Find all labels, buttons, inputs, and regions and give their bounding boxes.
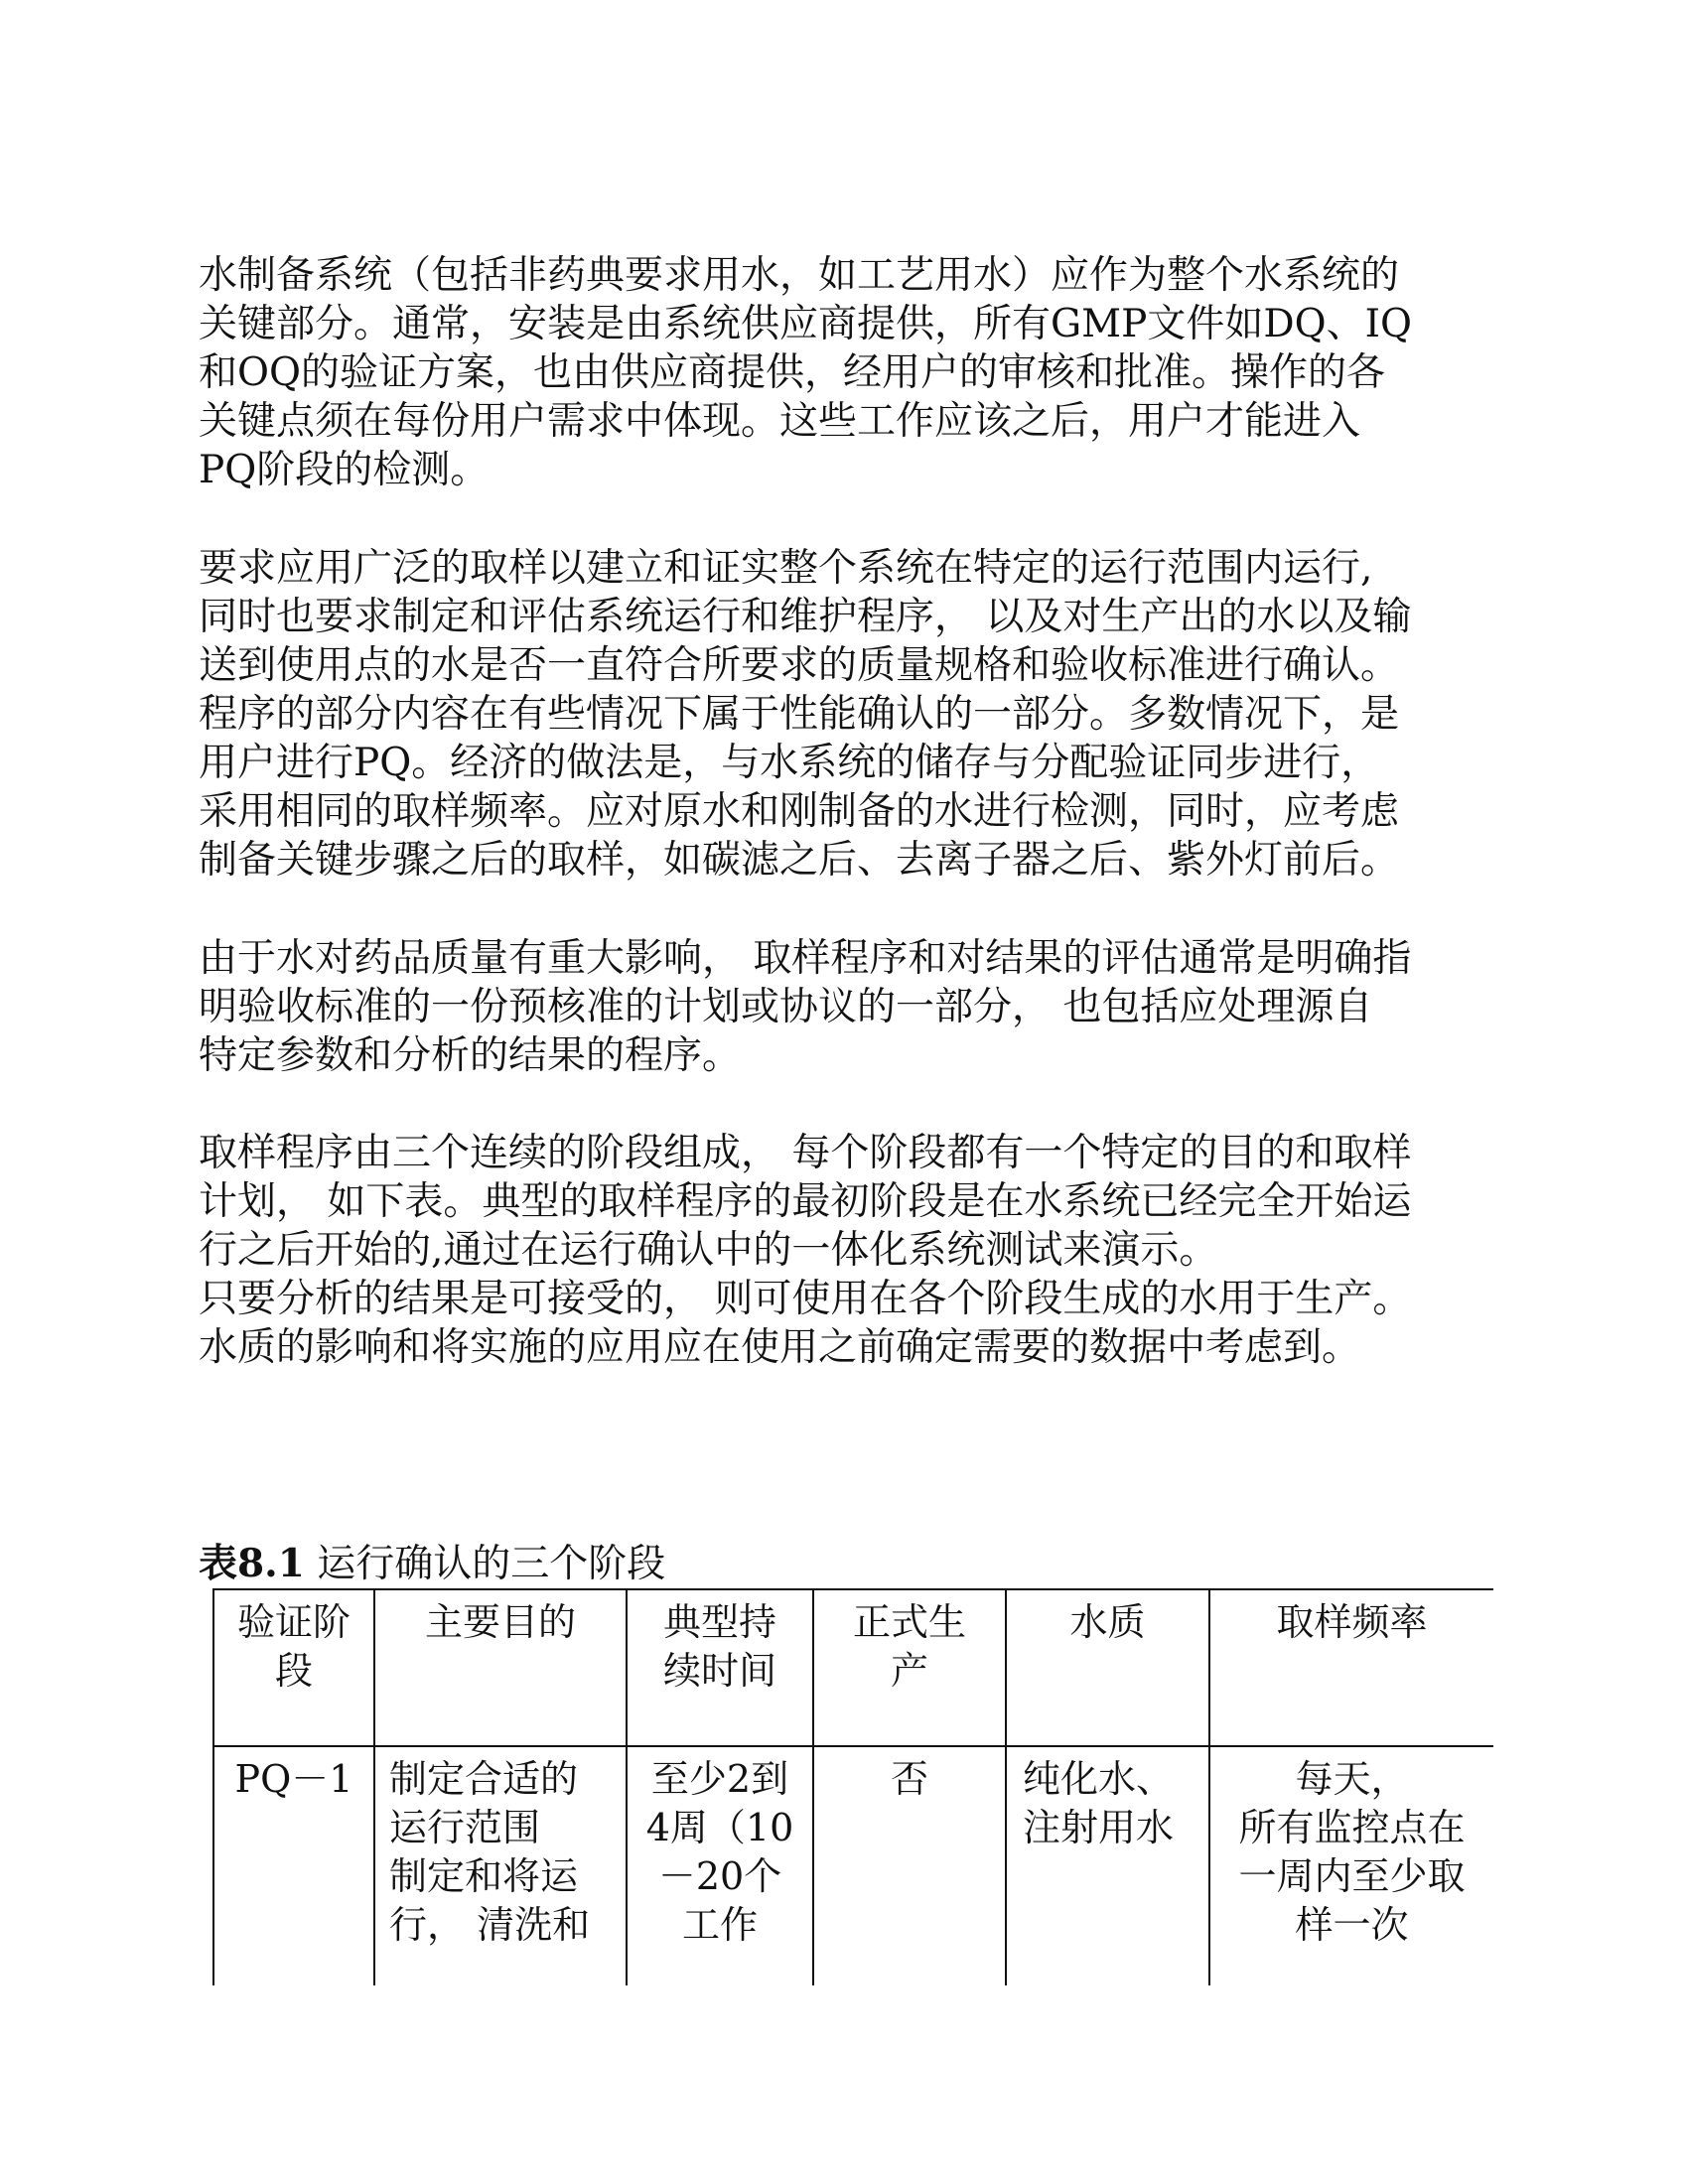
paragraph-line: 和OQ的验证方案，也由供应商提供，经用户的审核和批准。操作的各 (199, 350, 1385, 395)
cell-line: 一周内至少取 (1238, 1854, 1466, 1898)
paragraph-line: 制备关键步骤之后的取样，如碳滤之后、去离子器之后、紫外灯前后。 (199, 838, 1400, 883)
table-cell-water-quality (1023, 1755, 1206, 1852)
paragraph-line: 行之后开始的,通过在运行确认中的一体化系统测试来演示。 (199, 1228, 1218, 1273)
table-caption-text: 运行确认的三个阶段 (304, 1542, 666, 1586)
table-cell-sampling-frequency (1210, 1755, 1493, 1950)
cell-line: 样一次 (1295, 1903, 1409, 1947)
header-line: 水质 (1069, 1600, 1146, 1644)
cell-line: 行， 清洗和 (389, 1903, 591, 1947)
paragraph-line: PQ阶段的检测。 (199, 448, 490, 492)
cell-line: 4周（10 (645, 1806, 794, 1849)
paragraph-line: 取样程序由三个连续的阶段组成， 每个阶段都有一个特定的目的和取样 (199, 1131, 1412, 1175)
table-header-duration (628, 1598, 812, 1696)
cell-line: 否 (890, 1757, 928, 1801)
header-line: 续时间 (662, 1649, 776, 1693)
table-cell-production (814, 1755, 1005, 1804)
paragraph-line: 程序的部分内容在有些情况下属于性能确认的一部分。多数情况下，是 (199, 692, 1400, 737)
paragraph-line: 要求应用广泛的取样以建立和证实整个系统在特定的运行范围内运行, (199, 546, 1373, 591)
paragraph-line: 水质的影响和将实施的应用应在使用之前确定需要的数据中考虑到。 (199, 1325, 1361, 1370)
paragraph-quality-impact (199, 934, 1489, 1080)
operation-qualification-table (212, 1588, 1493, 1985)
cell-line: 注射用水 (1023, 1806, 1175, 1849)
cell-line: 所有监控点在 (1238, 1806, 1466, 1849)
paragraph-line: 关键部分。通常，安装是由系统供应商提供，所有GMP文件如DQ、IQ (199, 302, 1412, 346)
cell-line: 工作 (681, 1903, 758, 1947)
paragraph-line: 用户进行PQ。经济的做法是，与水系统的储存与分配验证同步进行， (199, 741, 1380, 785)
table-column-rule (1005, 1588, 1007, 1985)
table-header-water-quality (1007, 1598, 1208, 1647)
cell-line: 运行范围 (389, 1806, 541, 1849)
table-top-rule (212, 1588, 1493, 1590)
paragraph-line: 计划， 如下表。典型的取样程序的最初阶段是在水系统已经完全开始运 (199, 1179, 1412, 1224)
table-header-production (814, 1598, 1005, 1696)
cell-line: 制定合适的 (389, 1757, 579, 1801)
table-cell-purpose (389, 1755, 624, 1950)
table-header-sampling-frequency (1210, 1598, 1493, 1647)
table-cell-duration (628, 1755, 812, 1950)
paragraph-line: 特定参数和分析的结果的程序。 (199, 1033, 742, 1078)
header-line: 取样频率 (1276, 1600, 1428, 1644)
paragraph-line: 同时也要求制定和评估系统运行和维护程序， 以及对生产出的水以及输 (199, 595, 1412, 639)
paragraph-sampling-requirements (199, 544, 1489, 885)
table-caption (199, 1539, 665, 1589)
paragraph-line: 关键点须在每份用户需求中体现。这些工作应该之后，用户才能进入 (199, 399, 1361, 444)
cell-line: －20个 (657, 1854, 782, 1898)
table-header-purpose (375, 1598, 626, 1647)
header-line: 主要目的 (424, 1600, 576, 1644)
table-cell-phase (214, 1755, 373, 1804)
paragraph-line: 明验收标准的一份预核准的计划或协议的一部分， 也包括应处理源自 (199, 985, 1373, 1029)
paragraph-line: 送到使用点的水是否一直符合所要求的质量规格和验收标准进行确认。 (199, 643, 1400, 688)
cell-line: 至少2到 (650, 1757, 789, 1801)
paragraph-sampling-phases (199, 1129, 1489, 1372)
paragraph-line: 只要分析的结果是可接受的， 则可使用在各个阶段生成的水用于生产。 (199, 1277, 1412, 1321)
paragraph-line: 水制备系统（包括非药典要求用水，如工艺用水）应作为整个水系统的 (199, 253, 1400, 298)
cell-line: 制定和将运 (389, 1854, 579, 1898)
header-line: 典型持 (662, 1600, 776, 1644)
table-caption-number: 表8.1 (199, 1541, 305, 1586)
paragraph-water-system-intro (199, 251, 1489, 494)
header-line: 验证阶 (236, 1600, 351, 1644)
header-line: 产 (890, 1649, 928, 1693)
cell-line: PQ－1 (234, 1757, 353, 1801)
paragraph-line: 由于水对药品质量有重大影响， 取样程序和对结果的评估通常是明确指 (199, 936, 1412, 981)
table-header-phase (214, 1598, 373, 1696)
paragraph-line: 采用相同的取样频率。应对原水和刚制备的水进行检测，同时，应考虑 (199, 789, 1400, 834)
header-line: 正式生 (852, 1600, 966, 1644)
table-column-rule (373, 1588, 375, 1985)
cell-line: 每天， (1295, 1757, 1409, 1801)
header-line: 段 (274, 1649, 313, 1693)
cell-line: 纯化水、 (1023, 1757, 1175, 1801)
table-header-rule (212, 1745, 1493, 1747)
